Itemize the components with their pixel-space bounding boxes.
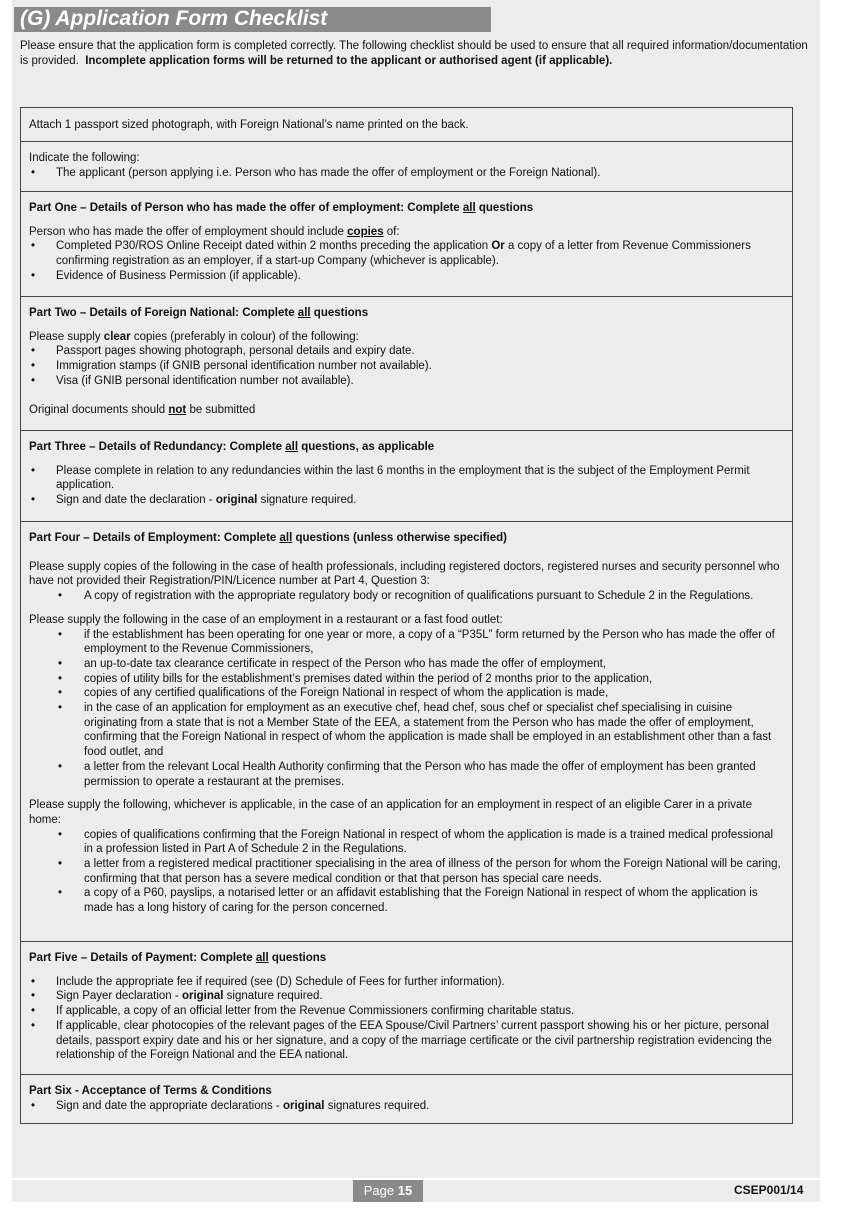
restaurant-paragraph: Please supply the following in the case of an employment in a restaurant or a fast food outlet: [29,613,503,626]
indicate-line: Indicate the following: [29,152,140,164]
part-one-list [29,239,782,283]
section-part-three [21,431,792,522]
list-item: • copies of any certified qualifications of the Foreign National in respect of whom the application is made, [29,686,782,701]
page-title: (G) Application Form Checklist [20,7,328,30]
list-item: • Passport pages showing photograph, personal details and expiry date. [29,344,782,359]
list-item: • Please complete in relation to any redundancies within the last 6 months in the employment that is the subject of the Employment Permit application. [29,464,782,493]
list-item: • in the case of an application for employment as an executive chef, head chef, sous chef or specialist chef specialising in cuisine originating from a state that is not a Member State of the EEA, a statement from the Person who has made the offer of employment, confirming that the Foreign National in respect of whom the application is made shall be employed in an establishment other than a fast food outlet, and [29,701,782,760]
indicate-list [29,166,782,181]
list-item: • a letter from the relevant Local Health Authority confirming that the Person who has made the offer of employment has been granted permission to operate a restaurant at the premises. [29,760,782,789]
intro-warning: Incomplete application forms will be returned to the applicant or authorised agent (if applicable). [85,54,613,67]
page-number: Page 15 [353,1180,423,1202]
list-item: • a copy of a P60, payslips, a notarised letter or an affidavit establishing that the Foreign National in respect of whom the application is made has a long history of caring for the person concerned. [29,886,782,915]
section-indicate [21,142,792,192]
list-item: • Evidence of Business Permission (if applicable). [29,269,782,284]
section-part-one [21,192,792,297]
list-item: • A copy of registration with the appropriate regulatory body or recognition of qualifications pursuant to Schedule 2 in the Regulations. [29,589,782,604]
section-photograph [21,108,792,142]
list-item: • Immigration stamps (if GNIB personal identification number not available). [29,359,782,374]
list-item: • If applicable, clear photocopies of the relevant pages of the EEA Spouse/Civil Partners’ current passport showing his or her picture, personal details, passport expiry date and his or her signature, and a copy of the marriage certificate or the civil partnership registration evidencing the relationship of the Foreign National and the EEA national. [29,1019,782,1063]
section-part-four [21,522,792,942]
part-four-heading: Part Four – Details of Employment: Complete all questions (unless otherwise specified) [29,532,507,544]
list-item: • Sign and date the declaration - original signature required. [29,493,782,508]
list-item: • Sign and date the appropriate declarations - original signatures required. [29,1099,782,1114]
part-two-lead: Please supply clear copies (preferably in colour) of the following: [29,330,359,343]
part-five-heading: Part Five – Details of Payment: Complete all questions [29,952,327,964]
health-professionals-paragraph: Please supply copies of the following in the case of health professionals, including registered doctors, registered nurses and security personnel who have not provided their Registration/PIN/Licence number at Part 4, Question 3: [29,560,780,588]
section-part-two [21,297,792,431]
checklist-box [20,107,793,1124]
part-two-list [29,344,782,388]
list-item: • if the establishment has been operating for one year or more, a copy of a “P35L” form returned by the Person who has made the offer of employment to the Revenue Commissioners, [29,628,782,657]
list-item: • copies of utility bills for the establishment’s premises dated within the period of 2 months prior to the application, [29,672,782,687]
intro-text: Please ensure that the application form is completed correctly. The following checklist should be used to ensure that all required information/documentation is provided. [20,40,808,67]
health-professionals-list [29,589,782,604]
list-item: • Visa (if GNIB personal identification number not available). [29,374,782,389]
carer-list [29,828,782,916]
list-item: • The applicant (person applying i.e. Person who has made the offer of employment or the Foreign National). [29,166,782,181]
section-part-five [21,942,792,1075]
list-item: • copies of qualifications confirming that the Foreign National in respect of whom the application is made is a trained medical professional in a profession listed in Part A of Schedule 2 in the Regulations. [29,828,782,857]
restaurant-list [29,628,782,790]
photograph-instruction: Attach 1 passport sized photograph, with Foreign National’s name printed on the back. [29,119,469,131]
part-one-heading: Part One – Details of Person who has made the offer of employment: Complete all questions [29,202,534,214]
part-five-list [29,975,782,1063]
part-six-list [29,1099,782,1114]
list-item: • Sign Payer declaration - original signature required. [29,989,782,1004]
part-two-heading: Part Two – Details of Foreign National: Complete all questions [29,307,369,319]
list-item: • Include the appropriate fee if required (see (D) Schedule of Fees for further information). [29,975,782,990]
list-item: • an up-to-date tax clearance certificate in respect of the Person who has made the offer of employment, [29,657,782,672]
part-one-lead: Person who has made the offer of employment should include copies of: [29,225,400,238]
part-six-heading: Part Six - Acceptance of Terms & Conditions [29,1085,272,1097]
section-part-six [21,1075,792,1113]
part-two-originals-note: Original documents should not be submitted [29,403,256,416]
list-item: • a letter from a registered medical practitioner specialising in the area of illness of the person for whom the Foreign National will be caring, confirming that that person has a severe medical condition or that that person has special care needs. [29,857,782,886]
intro-paragraph [20,39,815,68]
part-three-heading: Part Three – Details of Redundancy: Complete all questions, as applicable [29,441,435,453]
carer-paragraph: Please supply the following, whichever is applicable, in the case of an application for an employment in respect of an eligible Carer in a private home: [29,799,752,826]
list-item: • If applicable, a copy of an official letter from the Revenue Commissioners confirming charitable status. [29,1004,782,1019]
list-item: • Completed P30/ROS Online Receipt dated within 2 months preceding the application Or a copy of a letter from Revenue Commissioners confirming registration as an employer, if a start-up Company (whichever is applicable). [29,239,782,268]
document-code: CSEP001/14 [734,1183,804,1197]
part-three-list [29,464,782,508]
